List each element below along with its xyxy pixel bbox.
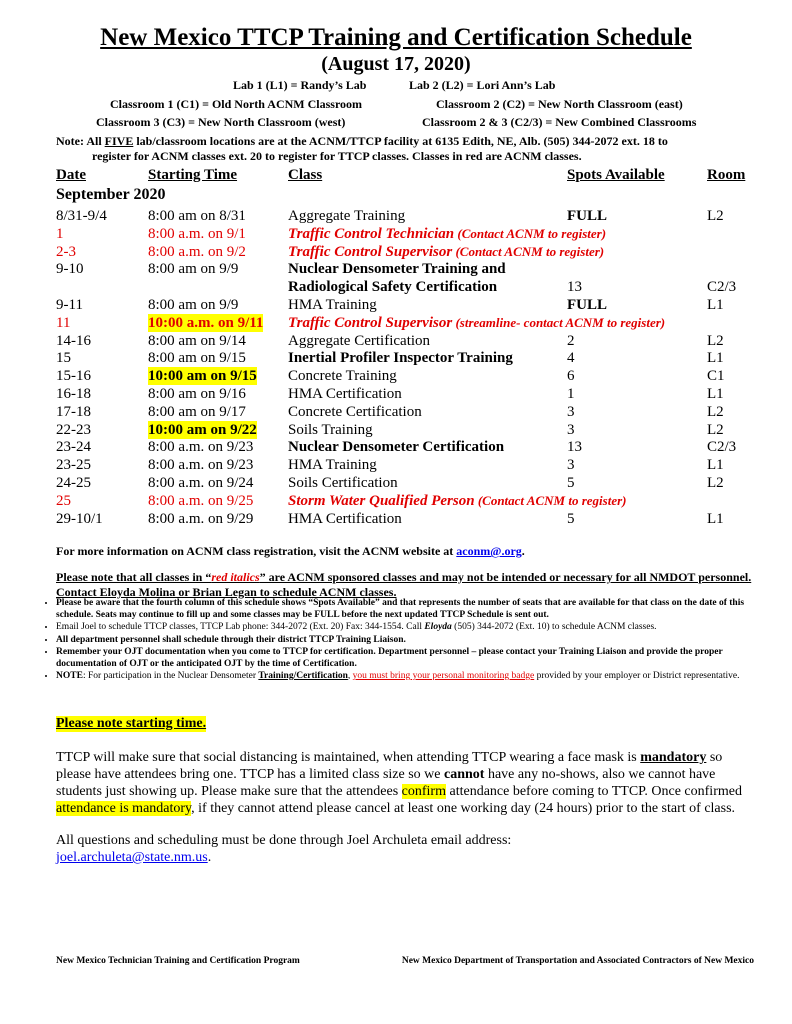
legend-lab1: Lab 1 (L1) = Randy’s Lab [233, 78, 367, 92]
row-class: HMA Training [288, 297, 377, 313]
b5-note: NOTE [56, 671, 83, 681]
table-row [0, 260, 792, 278]
row-time: 10:00 a.m. on 9/11 [148, 314, 264, 331]
row-class: HMA Certification [288, 386, 402, 402]
acnm-website-link[interactable]: aconm@.org [456, 544, 522, 558]
table-row [0, 278, 792, 296]
row-spots: 13 [567, 439, 582, 456]
row-spots: 13 [567, 279, 582, 296]
legend-c3: Classroom 3 (C3) = New North Classroom (west) [96, 115, 346, 129]
row-time: 8:00 a.m. on 9/1 [148, 225, 246, 242]
header-class: Class [288, 167, 323, 183]
row-time: 10:00 am on 9/22 [148, 421, 257, 438]
para-text: , if they cannot attend please cancel at least one working day (24 hours) prior to the start of class. [191, 801, 736, 816]
page-title: New Mexico TTCP Training and Certification Schedule [100, 24, 692, 51]
class-name: Storm Water Qualified Person [288, 492, 475, 509]
info-text: For more information on ACNM class registration, visit the ACNM website at [56, 544, 457, 558]
row-room: C2/3 [707, 279, 737, 296]
notice-list [40, 598, 770, 684]
row-spots: FULL [567, 297, 608, 313]
row-time: 8:00 a.m. on 9/2 [148, 243, 246, 260]
class-name: Traffic Control Supervisor [288, 314, 453, 331]
row-date: 17-18 [56, 403, 91, 420]
row-date: 15 [56, 350, 71, 367]
row-date: 8/31-9/4 [56, 208, 107, 224]
row-room: L1 [707, 457, 724, 474]
contact-end: . [207, 850, 212, 865]
row-class: Nuclear Densometer Training and [288, 261, 506, 278]
table-row [0, 474, 792, 492]
table-row [0, 296, 792, 314]
table-row [0, 332, 792, 350]
warn-text: ” are ACNM sponsored classes and may not be intended or necessary for all NMDOT personnel. Contact Eloyda Molina or Brian Legan to schedule ACNM classes. [56, 570, 752, 599]
row-time: 8:00 a.m. on 9/25 [148, 492, 254, 509]
row-class: Nuclear Densometer Certification [288, 439, 505, 456]
row-date: 2-3 [56, 243, 76, 260]
row-spots: 5 [567, 510, 575, 527]
note-five: FIVE [104, 134, 134, 148]
row-class: Soils Training [288, 421, 373, 438]
table-row [0, 349, 792, 367]
contact-paragraph [56, 832, 756, 866]
row-class [288, 314, 665, 332]
list-item: • Remember your OJT documentation when you come to TTCP for certification. Department personnel – please contact your Training Liaison and provide the proper documentation of OJT or the anticipated OJT by the time of Certification. [56, 647, 770, 670]
para-text: TTCP will make sure that social distancing is maintained, when attending TTCP wearing a face mask is [56, 750, 641, 765]
row-time: 8:00 am on 9/9 [148, 261, 239, 278]
email-link[interactable]: joel.archuleta@state.nm.us [56, 850, 208, 865]
para-text: attendance before coming to TTCP. Once confirmed [445, 784, 742, 799]
row-class: Aggregate Training [288, 208, 406, 224]
row-date: 14-16 [56, 332, 91, 349]
table-row [0, 510, 792, 528]
row-time: 8:00 a.m. on 9/23 [148, 439, 254, 456]
table-row [0, 207, 792, 225]
row-spots: 3 [567, 457, 575, 474]
note-text: Note: All [56, 134, 105, 148]
class-note: (streamline- contact ACNM to register) [452, 314, 666, 330]
row-time: 10:00 am on 9/15 [148, 368, 257, 385]
list-item [56, 671, 770, 683]
warn-text: Please note that all classes in “ [56, 570, 212, 584]
row-class: Radiological Safety Certification [288, 279, 498, 296]
row-spots: 5 [567, 475, 575, 491]
location-note [56, 134, 746, 164]
row-spots: 3 [567, 421, 575, 438]
para-confirm: confirm [401, 784, 446, 799]
row-room: L2 [707, 208, 724, 224]
row-class: Concrete Certification [288, 403, 422, 420]
b5-text: : For participation in the Nuclear Densometer [82, 671, 259, 681]
month-heading: September 2020 [56, 186, 166, 203]
row-date: 9-11 [56, 297, 83, 313]
acnm-warning [56, 570, 756, 600]
row-time: 8:00 am on 9/16 [148, 386, 246, 402]
starting-time-note: Please note starting time. [56, 716, 207, 731]
para-mandatory: mandatory [640, 750, 707, 765]
row-room: L1 [707, 386, 724, 402]
row-class: HMA Training [288, 457, 377, 474]
class-note: (Contact ACNM to register) [474, 492, 627, 508]
class-note: (Contact ACNM to register) [454, 225, 607, 241]
b5-underline: Training/Certification [258, 671, 348, 681]
row-room: L2 [707, 332, 724, 349]
row-room: C2/3 [707, 439, 737, 456]
table-row [0, 243, 792, 261]
row-date: 23-24 [56, 439, 91, 456]
class-name: Traffic Control Supervisor [288, 243, 453, 260]
row-room: L1 [707, 350, 724, 367]
row-spots: 4 [567, 350, 575, 367]
page-date: (August 17, 2020) [321, 53, 471, 75]
header-spots: Spots Available [567, 167, 665, 183]
row-time: 8:00 am on 8/31 [148, 208, 246, 224]
row-time: 8:00 am on 9/15 [148, 350, 246, 367]
b2-text: Email Joel to schedule TTCP classes, TTCP Lab phone: 344-2072 (Ext. 20) Fax: 344-1554. Call [56, 622, 425, 632]
list-item: • All department personnel shall schedule through their district TTCP Training Liaison. [56, 635, 770, 647]
para-text: have any no-shows, also we cannot have students just showing up. Please make sure that the attendees [56, 767, 716, 799]
b5-red: you must bring your personal monitoring badge [352, 671, 535, 681]
row-time: 8:00 am on 9/9 [148, 297, 239, 313]
warn-red: red italics [211, 570, 260, 584]
row-spots: 1 [567, 386, 575, 402]
table-row [0, 421, 792, 439]
row-date: 25 [56, 492, 71, 509]
table-row [0, 385, 792, 403]
row-time: 8:00 am on 9/14 [148, 332, 246, 349]
row-spots: 3 [567, 403, 575, 420]
row-spots: FULL [567, 208, 608, 224]
row-room: L1 [707, 510, 724, 527]
table-row [0, 492, 792, 510]
row-date: 22-23 [56, 421, 91, 438]
note-text: lab/classroom locations are at the ACNM/TTCP facility at 6135 Edith, NE, Alb. (505) 344-2072 ext. 18 to [133, 134, 668, 148]
header-date: Date [56, 167, 86, 183]
row-date: 11 [56, 314, 71, 331]
legend-c1: Classroom 1 (C1) = Old North ACNM Classroom [110, 97, 363, 111]
list-item: • Please be aware that the fourth column of this schedule shows “Spots Available” and that represents the number of seats that are available for that class on the date of this schedule. Seats may continue to fill up and some classes may be FULL before the next updated TTCP Schedule is sent out. [56, 598, 770, 621]
legend-lab2: Lab 2 (L2) = Lori Ann’s Lab [409, 78, 556, 92]
row-date: 15-16 [56, 368, 91, 385]
covid-paragraph [56, 749, 756, 817]
header-room: Room [707, 167, 746, 183]
table-row [0, 403, 792, 421]
table-row [0, 438, 792, 456]
class-name: Traffic Control Technician [288, 225, 455, 242]
row-room: L2 [707, 475, 724, 491]
row-spots: 2 [567, 332, 575, 349]
footer-left: New Mexico Technician Training and Certification Program [56, 956, 300, 966]
row-class: Inertial Profiler Inspector Training [288, 350, 513, 367]
b2-text: (505) 344-2072 (Ext. 10) to schedule ACNM classes. [451, 622, 657, 632]
table-row [0, 225, 792, 243]
row-spots: 6 [567, 368, 575, 385]
row-time: 8:00 am on 9/17 [148, 403, 246, 420]
b5-text: provided by your employer or District representative. [534, 671, 740, 681]
row-room: L2 [707, 421, 724, 438]
list-item [56, 622, 770, 634]
row-class: Soils Certification [288, 475, 398, 491]
para-text: so please have attendees bring one. TTCP has a limited class size so we [56, 750, 723, 782]
note-text: register for ACNM classes ext. 20 to register for TTCP classes. Classes in red are ACNM classes. [92, 149, 582, 163]
b5-text: , [347, 671, 353, 681]
row-class: Aggregate Certification [288, 332, 431, 349]
row-time: 8:00 a.m. on 9/24 [148, 475, 254, 491]
row-date: 23-25 [56, 457, 91, 474]
row-room: C1 [707, 368, 725, 385]
row-class: HMA Certification [288, 510, 402, 527]
row-class: Concrete Training [288, 368, 397, 385]
footer-right: New Mexico Department of Transportation and Associated Contractors of New Mexico [401, 956, 754, 966]
row-time: 8:00 a.m. on 9/29 [148, 510, 254, 527]
info-line [56, 544, 525, 559]
row-class [288, 243, 604, 261]
row-class [288, 492, 626, 510]
row-room: L1 [707, 297, 724, 313]
legend-c2: Classroom 2 (C2) = New North Classroom (east) [436, 97, 683, 111]
table-row [0, 367, 792, 385]
row-class [288, 225, 606, 243]
para-cannot: cannot [444, 767, 485, 782]
row-date: 1 [56, 225, 64, 242]
info-end: . [521, 544, 525, 558]
row-date: 9-10 [56, 261, 84, 278]
contact-text: All questions and scheduling must be done through Joel Archuleta email address: [56, 833, 512, 848]
header-time: Starting Time [148, 167, 238, 183]
row-date: 16-18 [56, 386, 91, 402]
legend-c23: Classroom 2 & 3 (C2/3) = New Combined Classrooms [422, 115, 697, 129]
para-attendance: attendance is mandatory [56, 801, 192, 816]
row-room: L2 [707, 403, 724, 420]
row-time: 8:00 a.m. on 9/23 [148, 457, 254, 474]
row-date: 29-10/1 [56, 510, 103, 527]
b2-name: Eloyda [424, 622, 452, 632]
table-row [0, 456, 792, 474]
table-row [0, 314, 792, 332]
row-date: 24-25 [56, 475, 91, 491]
class-note: (Contact ACNM to register) [452, 243, 605, 259]
